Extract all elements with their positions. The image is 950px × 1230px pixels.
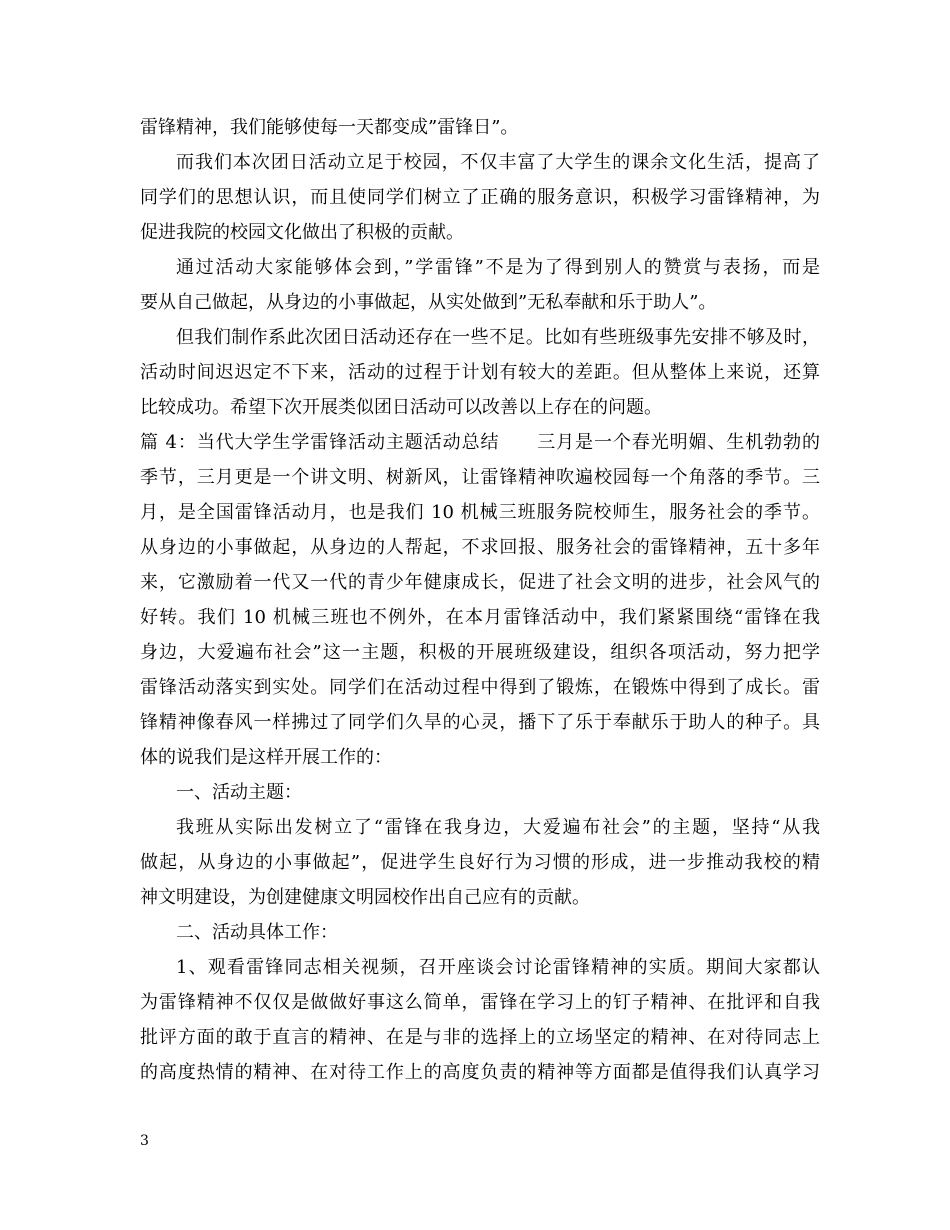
text-line: 从身边的小事做起，从身边的人帮起，不求回报、服务社会的雷锋精神，五十多年 [140,537,820,558]
text-line: 比较成功。希望下次开展类似团日活动可以改善以上存在的问题。 [140,397,662,418]
text-line: 的高度热情的精神、在对待工作上的高度负责的精神等方面都是值得我们认真学习 [140,1062,820,1083]
text-line: 雷锋精神，我们能够使每一天都变成”雷锋日”。 [140,117,519,138]
text-line: 二、活动具体工作： [176,922,338,943]
text-line: 为雷锋精神不仅仅是做做好事这么简单，雷锋在学习上的钉子精神、在批评和自我 [140,992,820,1013]
text-line: 1、观看雷锋同志相关视频，召开座谈会讨论雷锋精神的实质。期间大家都认 [176,957,820,978]
text-line: 而我们本次团日活动立足于校园，不仅丰富了大学生的课余文化生活，提高了 [176,152,820,173]
text-line: 身边，大爱遍布社会”这一主题，积极的开展班级建设，组织各项活动，努力把学 [140,642,820,663]
text-line: 要从自己做起，从身边的小事做起，从实处做到”无私奉献和乐于助人”。 [140,292,717,313]
text-line: 神文明建设，为创建健康文明园校作出自己应有的贡献。 [140,887,590,908]
text-line: 做起，从身边的小事做起”，促进学生良好行为习惯的形成，进一步推动我校的精 [140,852,820,873]
text-line: 我班从实际出发树立了“雷锋在我身边，大爱遍布社会”的主题，坚持“从我 [176,817,820,838]
text-line: 锋精神像春风一样拂过了同学们久旱的心灵，播下了乐于奉献乐于助人的种子。具 [140,712,820,733]
text-line: 同学们的思想认识，而且使同学们树立了正确的服务意识，积极学习雷锋精神，为 [140,187,820,208]
text-line: 月，是全国雷锋活动月，也是我们 10 机械三班服务院校师生，服务社会的季节。 [140,502,820,523]
text-line: 活动时间迟迟定不下来，活动的过程于计划有较大的差距。但从整体上来说，还算 [140,362,820,383]
text-line: 批评方面的敢于直言的精神、在是与非的选择上的立场坚定的精神、在对待同志上 [140,1027,820,1048]
text-line: 篇 4：当代大学生学雷锋活动主题活动总结 三月是一个春光明媚、生机勃勃的 [140,432,820,453]
text-line: 体的说我们是这样开展工作的： [140,747,392,768]
body-text [140,110,820,1090]
text-line: 通过活动大家能够体会到，”学雷锋”不是为了得到别人的赞赏与表扬，而是 [176,257,820,278]
text-line: 雷锋活动落实到实处。同学们在活动过程中得到了锻炼，在锻炼中得到了成长。雷 [140,677,820,698]
text-line: 季节，三月更是一个讲文明、树新风，让雷锋精神吹遍校园每一个角落的季节。三 [140,467,820,488]
text-line: 促进我院的校园文化做出了积极的贡献。 [140,222,464,243]
text-line: 好转。我们 10 机械三班也不例外，在本月雷锋活动中，我们紧紧围绕“雷锋在我 [140,607,820,628]
text-line: 但我们制作系此次团日活动还存在一些不足。比如有些班级事先安排不够及时， [176,327,820,348]
page-number: 3 [140,1133,149,1149]
text-line: 一、活动主题： [176,782,302,803]
text-line: 来，它激励着一代又一代的青少年健康成长，促进了社会文明的进步，社会风气的 [140,572,820,593]
